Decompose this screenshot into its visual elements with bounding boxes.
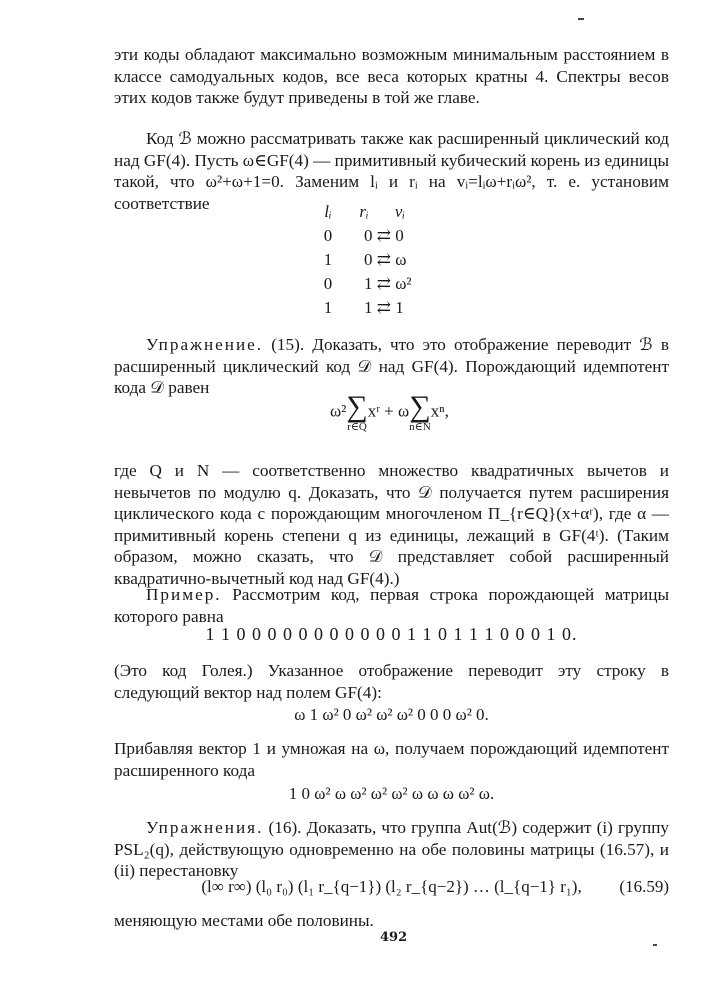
- table-cell: 1: [323, 250, 333, 269]
- golay-row: 1 1 0 0 0 0 0 0 0 0 0 0 0 1 1 0 1 1 1 0 0 0 1 0.: [205, 624, 578, 644]
- table-cell: 1 ⇄ 1: [364, 298, 404, 317]
- paragraph-2: Код ℬ можно рассматривать также как расширенный циклический код над GF(4). Пусть ω∈GF(4) — примитивный кубический корень из единицы такой, что ω²+ω+1=0. Заменим lᵢ и rᵢ на vᵢ=lᵢω+rᵢω², т. е. установим соответствие: [114, 129, 669, 213]
- sum-over-Q: [346, 392, 367, 433]
- idempotent-equation: [330, 392, 550, 433]
- sigma-symbol: ∑: [409, 390, 431, 423]
- header-v: vᵢ: [394, 202, 406, 221]
- exercises-label: Упражнения.: [146, 818, 264, 837]
- print-mark: [578, 18, 584, 20]
- idempotent-term1: xʳ + ω: [367, 401, 410, 421]
- sum-sub-Q: r∈Q: [347, 421, 367, 433]
- page-number: 492: [380, 930, 408, 945]
- paragraph-example: [114, 584, 669, 627]
- paragraph-6: (Это код Голея.) Указанное отображение переводит эту строку в следующий вектор над полем GF(4):: [114, 661, 669, 702]
- sigma-symbol: ∑: [346, 390, 368, 423]
- correspondence-table: [310, 200, 418, 320]
- table-cell: 0: [323, 226, 333, 245]
- paragraph-exercises-16: [114, 817, 669, 882]
- table-cell: 0 ⇄ ω: [364, 250, 407, 269]
- idempotent-term2: xⁿ,: [430, 401, 449, 421]
- paragraph-1: эти коды обладают максимально возможным минимальным расстоянием в классе самодуальных кодов, все веса которых кратны 4. Спектры весов этих кодов также будут приведены в той же главе.: [114, 45, 669, 107]
- exercises-16-text: (16). Доказать, что группа Aut(ℬ) содержит (i) группу PSL₂(q), действующую одновременно на обе половины матрицы (16.57), и (ii) перестановку: [114, 818, 669, 880]
- paragraph-4: где Q и N — соответственно множество квадратичных вычетов и невычетов по модулю q. Доказать, что 𝒟 получается путем расширения циклического кода с порождающим многочленом Π_{r∈Q}(x+αʳ), где α — примитивный корень степени q из единицы, лежащий в GF(4ᵗ). (Таким образом, можно сказать, что 𝒟 представляет собой расширенный квадратично-вычетный код над GF(4).): [114, 461, 669, 588]
- equation-number: (16.59): [619, 877, 669, 896]
- header-r: rᵢ: [359, 202, 369, 221]
- table-cell: 0: [323, 274, 333, 293]
- permutation-formula: (l∞ r∞) (l₀ r₀) (l₁ r_{q−1}) (l₂ r_{q−2}) … (l_{q−1} r₁),: [201, 877, 582, 896]
- gf4-vector: ω 1 ω² 0 ω² ω² ω² 0 0 0 ω² 0.: [294, 705, 489, 724]
- exercise-15-text: (15). Доказать, что это отображение переводит ℬ в расширенный циклический код 𝒟 над GF(4). Порождающий идемпотент кода 𝒟 равен: [114, 335, 669, 397]
- table-cell: 1 ⇄ ω²: [364, 274, 412, 293]
- sum-sub-N: n∈N: [409, 421, 431, 433]
- header-l: lᵢ: [324, 202, 332, 221]
- omega-squared: ω²: [330, 401, 347, 421]
- paragraph-7: Прибавляя вектор 1 и умножая на ω, получаем порождающий идемпотент расширенного кода: [114, 739, 669, 780]
- paragraph-9: меняющую местами обе половины.: [114, 911, 374, 930]
- paragraph-exercise-15: [114, 334, 669, 399]
- exercise-label: Упражнение.: [146, 335, 264, 354]
- table-cell: 1: [323, 298, 333, 317]
- sum-over-N: [409, 392, 431, 433]
- example-label: Пример.: [146, 585, 222, 604]
- table-cell: 0 ⇄ 0: [364, 226, 404, 245]
- example-text: Рассмотрим код, первая строка порождающей матрицы которого равна: [114, 585, 669, 626]
- print-mark: [653, 944, 657, 946]
- idempotent-vector: 1 0 ω² ω ω² ω² ω² ω ω ω ω² ω.: [288, 784, 495, 803]
